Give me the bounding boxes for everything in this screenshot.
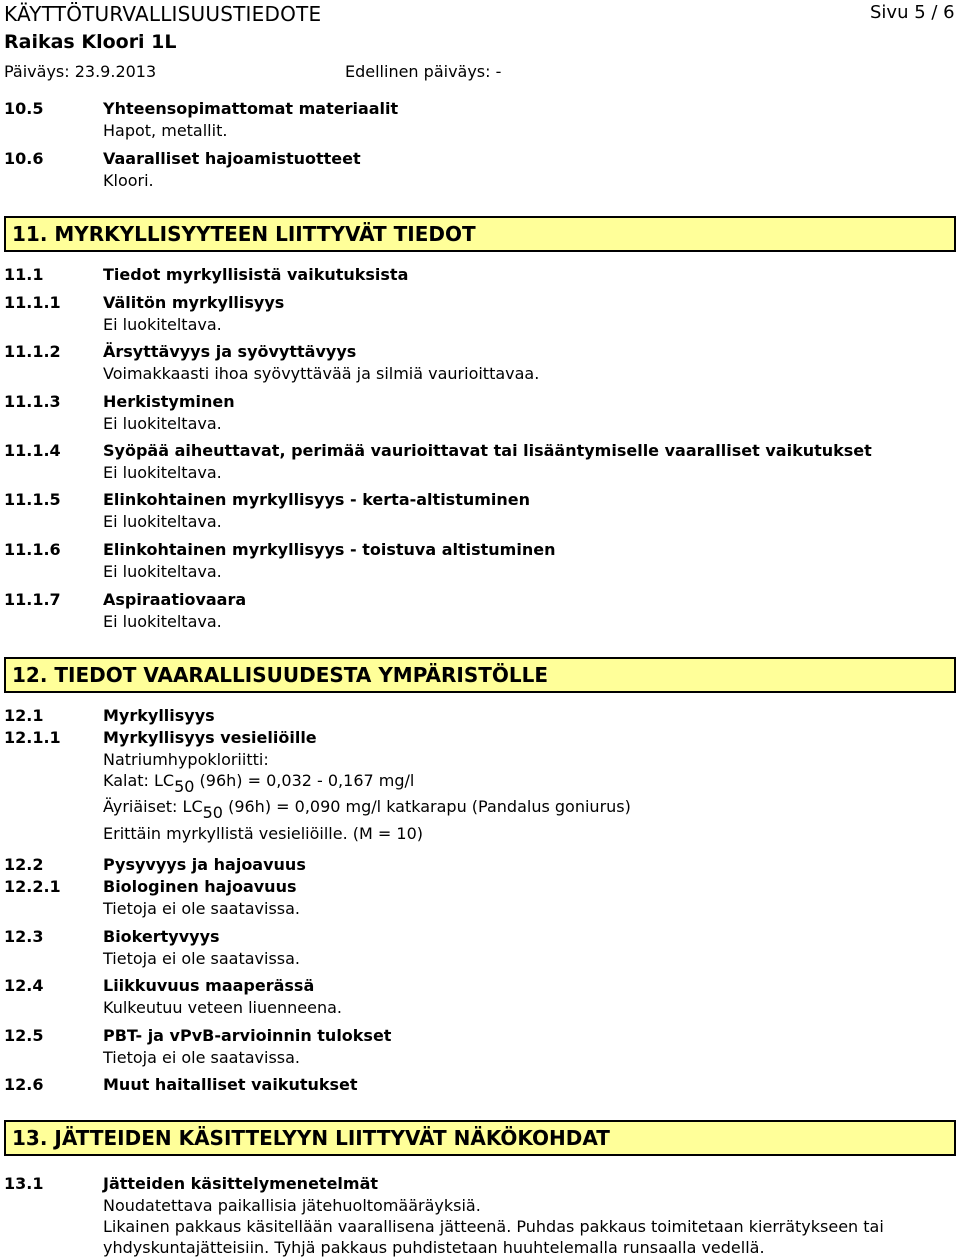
section-text: Hapot, metallit.: [103, 121, 228, 140]
section-title: Biokertyvyys: [103, 927, 220, 946]
section-text: yhdyskuntajätteisiin. Tyhjä pakkaus puhdistetaan huuhtelemalla runsaalla vedellä.: [103, 1238, 765, 1257]
section-text: Ei luokiteltava.: [103, 463, 222, 482]
section-title: Elinkohtainen myrkyllisyys - kerta-altistuminen: [103, 490, 531, 509]
section-number: 12.3: [4, 927, 44, 946]
section-number: 12.5: [4, 1026, 44, 1045]
section-number: 12.6: [4, 1075, 44, 1094]
section-title: Elinkohtainen myrkyllisyys - toistuva altistuminen: [103, 540, 556, 559]
section-12-banner: 12. TIEDOT VAARALLISUUDESTA YMPÄRISTÖLLE: [4, 657, 956, 693]
substance-name: Natriumhypokloriitti:: [103, 750, 269, 769]
section-13-banner: 13. JÄTTEIDEN KÄSITTELYYN LIITTYVÄT NÄKÖKOHDAT: [4, 1120, 956, 1156]
document-title: KÄYTTÖTURVALLISUUSTIEDOTE: [4, 2, 322, 26]
section-number: 10.5: [4, 99, 44, 118]
section-title: Pysyvyys ja hajoavuus: [103, 855, 306, 874]
section-text: Ei luokiteltava.: [103, 414, 222, 433]
section-title: Aspiraatiovaara: [103, 590, 247, 609]
section-title: Syöpää aiheuttavat, perimää vaurioittavat tai lisääntymiselle vaaralliset vaikutukset: [103, 441, 872, 460]
section-text: Voimakkaasti ihoa syövyttävää ja silmiä vaurioittavaa.: [103, 364, 540, 383]
previous-date: Edellinen päiväys: -: [345, 62, 502, 81]
section-title: Tiedot myrkyllisistä vaikutuksista: [103, 265, 409, 284]
fish-subscript: 50: [174, 777, 195, 796]
section-text: Likainen pakkaus käsitellään vaarallisena jätteenä. Puhdas pakkaus toimitetaan kierrätykseen tai: [103, 1217, 884, 1236]
section-number: 13.1: [4, 1174, 44, 1193]
crustacean-subscript: 50: [202, 803, 223, 822]
section-number: 12.1: [4, 706, 44, 725]
section-title: Yhteensopimattomat materiaalit: [103, 99, 399, 118]
section-title: Myrkyllisyys: [103, 706, 215, 725]
section-number: 11.1.5: [4, 490, 61, 509]
section-title: Biologinen hajoavuus: [103, 877, 297, 896]
section-number: 12.2.1: [4, 877, 61, 896]
section-title: PBT- ja vPvB-arvioinnin tulokset: [103, 1026, 392, 1045]
section-title: Jätteiden käsittelymenetelmät: [103, 1174, 379, 1193]
section-title: Muut haitalliset vaikutukset: [103, 1075, 358, 1094]
section-text: Noudatettava paikallisia jätehuoltomääräyksiä.: [103, 1196, 481, 1215]
fish-value: (96h) = 0,032 - 0,167 mg/l: [194, 771, 415, 790]
crustacean-label: Äyriäiset: LC: [103, 797, 203, 816]
section-text: Kulkeutuu veteen liuenneena.: [103, 998, 342, 1017]
section-11-banner: 11. MYRKYLLISYYTEEN LIITTYVÄT TIEDOT: [4, 216, 956, 252]
issue-date: Päiväys: 23.9.2013: [4, 62, 157, 81]
product-name: Raikas Kloori 1L: [4, 31, 177, 53]
section-number: 11.1: [4, 265, 44, 284]
section-title: Vaaralliset hajoamistuotteet: [103, 149, 361, 168]
section-number: 12.1.1: [4, 728, 61, 747]
fish-label: Kalat: LC: [103, 771, 175, 790]
section-number: 11.1.7: [4, 590, 61, 609]
section-text: Tietoja ei ole saatavissa.: [103, 899, 301, 918]
section-title: Myrkyllisyys vesieliöille: [103, 728, 317, 747]
section-number: 12.4: [4, 976, 44, 995]
section-title: Herkistyminen: [103, 392, 235, 411]
section-text: Tietoja ei ole saatavissa.: [103, 1048, 301, 1067]
fish-toxicity: [103, 771, 415, 796]
section-number: 11.1.3: [4, 392, 61, 411]
section-text: Ei luokiteltava.: [103, 315, 222, 334]
classification-text: Erittäin myrkyllistä vesieliöille. (M = 10): [103, 824, 423, 843]
section-title: Liikkuvuus maaperässä: [103, 976, 315, 995]
section-title: Välitön myrkyllisyys: [103, 293, 285, 312]
section-text: Tietoja ei ole saatavissa.: [103, 949, 301, 968]
crustacean-value: (96h) = 0,090 mg/l katkarapu (Pandalus goniurus): [222, 797, 631, 816]
section-text: Kloori.: [103, 171, 154, 190]
section-text: Ei luokiteltava.: [103, 612, 222, 631]
section-number: 12.2: [4, 855, 44, 874]
section-text: Ei luokiteltava.: [103, 512, 222, 531]
section-number: 11.1.2: [4, 342, 61, 361]
crustacean-toxicity: [103, 797, 631, 822]
section-number: 11.1.6: [4, 540, 61, 559]
section-number: 11.1.4: [4, 441, 61, 460]
section-number: 11.1.1: [4, 293, 61, 312]
section-number: 10.6: [4, 149, 44, 168]
section-title: Ärsyttävyys ja syövyttävyys: [103, 342, 357, 361]
page-number: Sivu 5 / 6: [870, 2, 955, 23]
section-text: Ei luokiteltava.: [103, 562, 222, 581]
